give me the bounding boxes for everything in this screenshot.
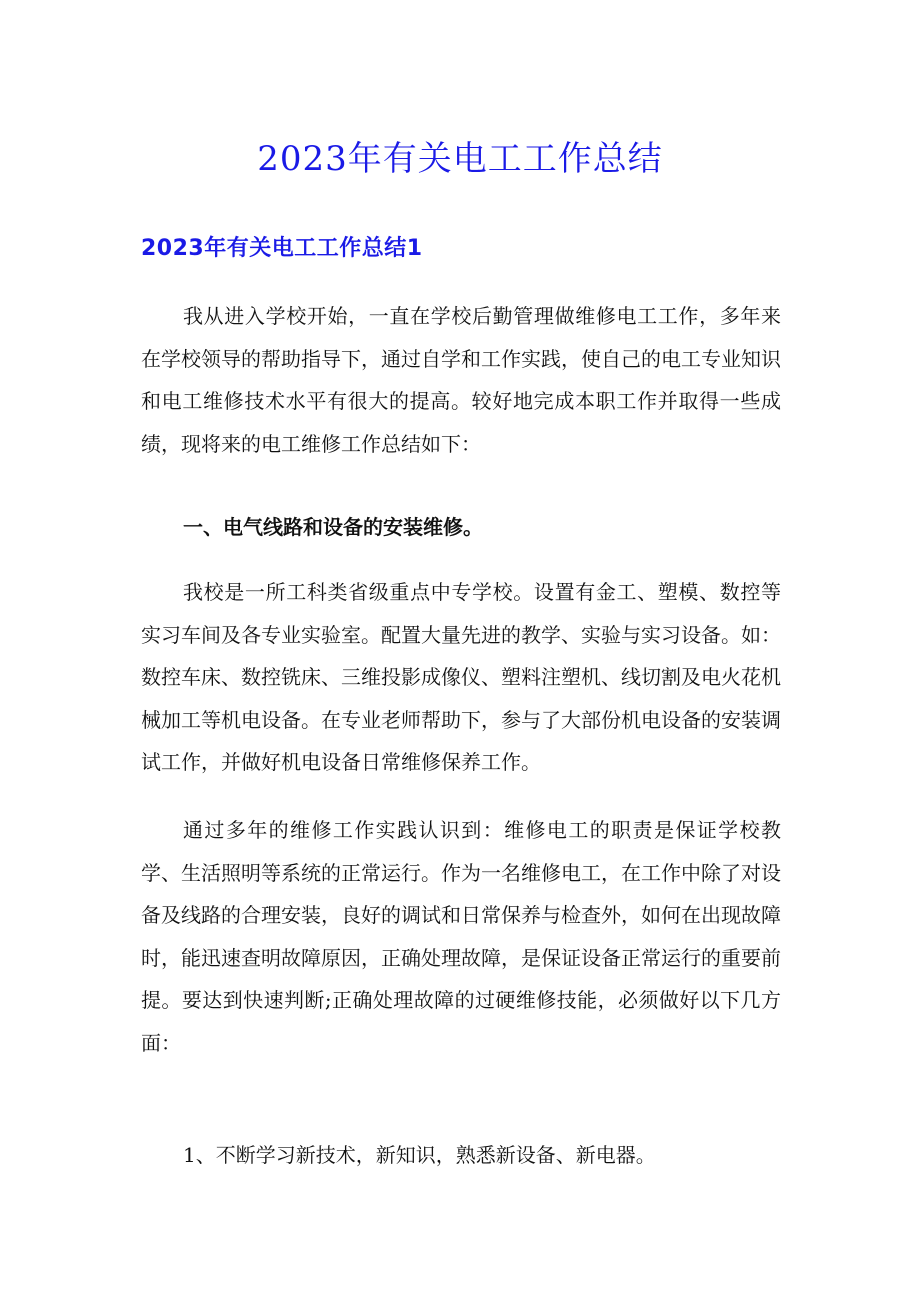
section-title: 2023年有关电工工作总结1 (141, 236, 423, 261)
paragraph-school-equipment: 我校是一所工科类省级重点中专学校。设置有金工、塑模、数控等实习车间及各专业实验室。配置大量先进的教学、实验与实习设备。如：数控车床、数控铣床、三维投影成像仪、塑料注塑机、线切割及电火花机械加工等机电设备。在专业老师帮助下，参与了大部份机电设备的安装调试工作，并做好机电设备日常维修保养工作。 (141, 580, 781, 774)
heading-electrical-installation: 一、电气线路和设备的安装维修。 (183, 515, 483, 539)
paragraph-maintenance-practice: 通过多年的维修工作实践认识到：维修电工的职责是保证学校教学、生活照明等系统的正常运行。作为一名维修电工，在工作中除了对设备及线路的合理安装，良好的调试和日常保养与检查外，如何在出现故障时，能迅速查明故障原因，正确处理故障，是保证设备正常运行的重要前提。要达到快速判断;正确处理故障的过硬维修技能，必须做好以下几方面： (141, 818, 781, 1055)
paragraph-intro: 我从进入学校开始，一直在学校后勤管理做维修电工工作，多年来在学校领导的帮助指导下，通过自学和工作实践，使自己的电工专业知识和电工维修技术水平有很大的提高。较好地完成本职工作并取得一些成绩，现将来的电工维修工作总结如下： (141, 304, 781, 456)
document-title: 2023年有关电工工作总结 (257, 139, 663, 179)
list-item-learning: 1、不断学习新技术，新知识，熟悉新设备、新电器。 (183, 1143, 656, 1167)
